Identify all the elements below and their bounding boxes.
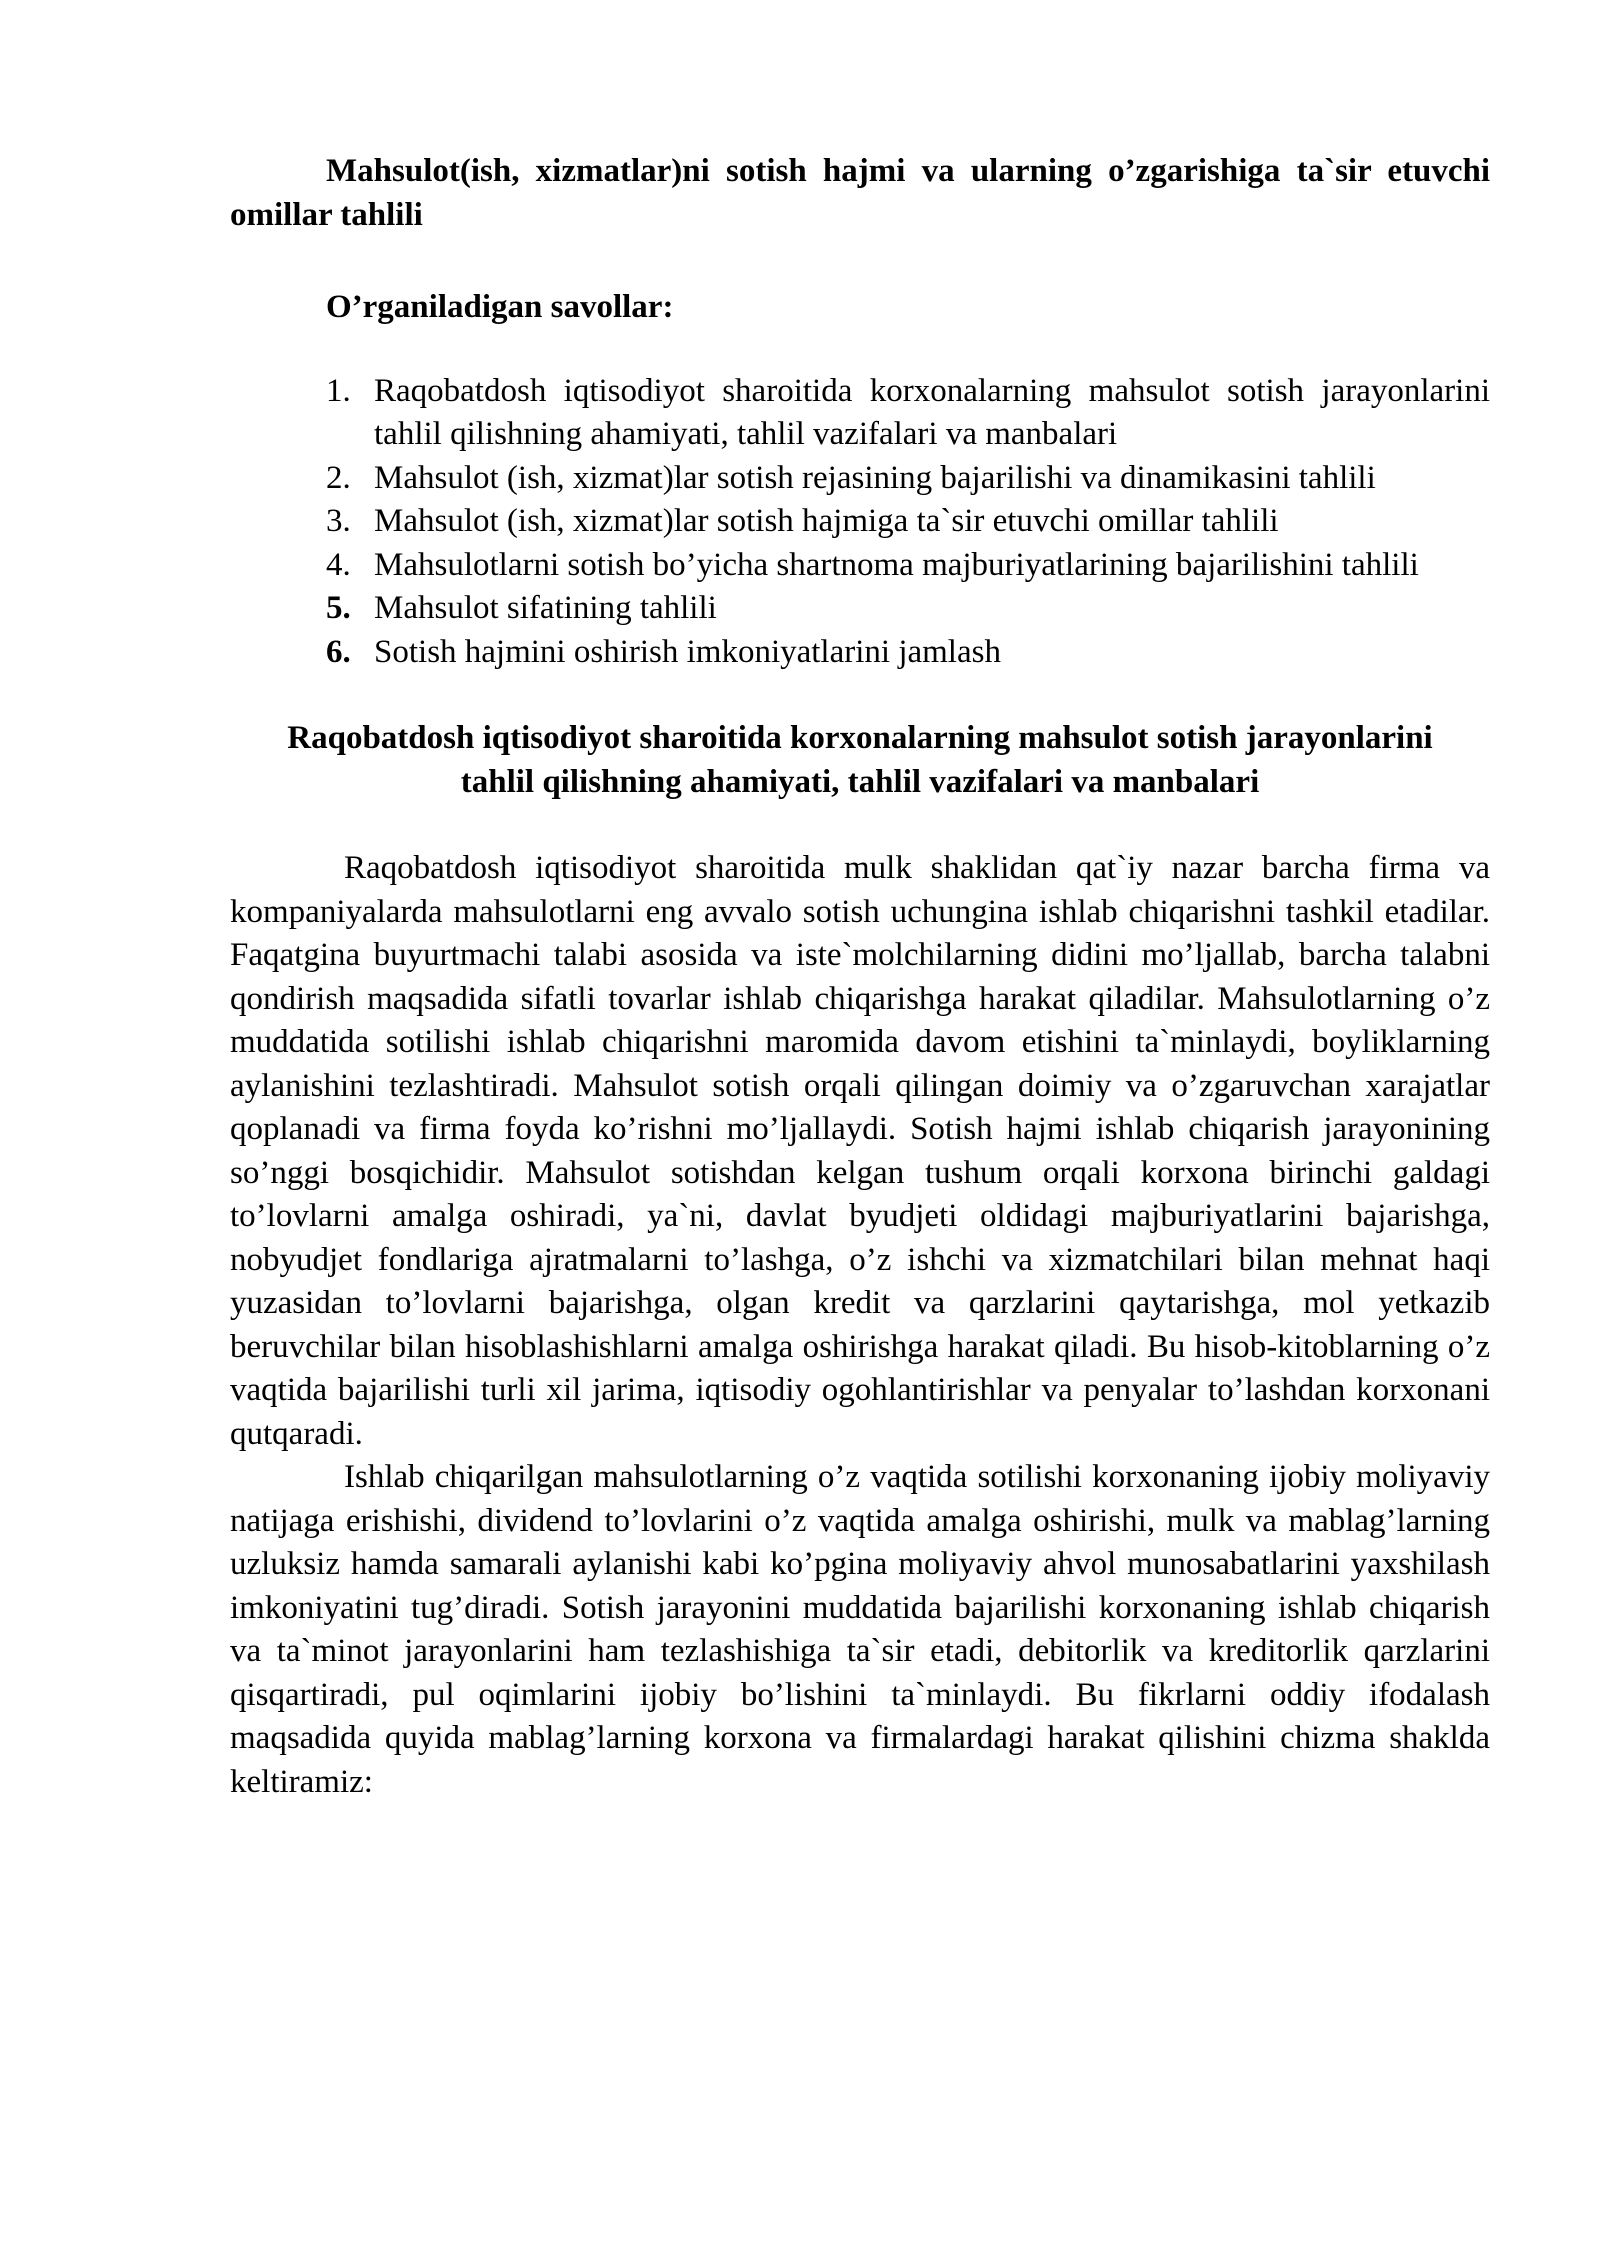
section-heading: Raqobatdosh iqtisodiyot sharoitida korxonalarning mahsulot sotish jarayonlarini tahlil qilishning ahamiyati, tahlil vazifalari va manbalari bbox=[287, 720, 1433, 800]
list-item-number: 2. bbox=[326, 459, 351, 496]
list-item bbox=[326, 544, 1490, 588]
list-item-number: 1. bbox=[326, 372, 351, 409]
list-item bbox=[326, 370, 1490, 457]
list-item-text: Mahsulot (ish, xizmat)lar sotish rejasining bajarilishi va dinamikasini tahlili bbox=[374, 459, 1376, 496]
questions-label: O’rganiladigan savollar: bbox=[326, 289, 674, 325]
list-item-number: 4. bbox=[326, 546, 351, 583]
body-paragraph: Ishlab chiqarilgan mahsulotlarning o’z vaqtida sotilishi korxonaning ijobiy moliyaviy natijaga erishishi, dividend to’lovlarini o’z vaqtida amalga oshirishi, mulk va mablag’larning uzluksiz hamda samarali aylanishi kabi ko’pgina moliyaviy ahvol munosabatlarini yaxshilash imkoniyatini tug’diradi. Sotish jarayonini muddatida bajarilishi korxonaning ishlab chiqarish va ta`minot jarayonlarini ham tezlashishiga ta`sir etadi, debitorlik va kreditorlik qarzlarini qisqartiradi, pul oqimlarini ijobiy bo’lishini ta`minlaydi. Bu fikrlarni oddiy ifodalash maqsadida quyida mablag’larning korxona va firmalardagi harakat qilishini chizma shaklda keltiramiz: bbox=[230, 1459, 1490, 1800]
document-page bbox=[230, 150, 1490, 1804]
list-item bbox=[326, 500, 1490, 544]
body-paragraph: Raqobatdosh iqtisodiyot sharoitida mulk shaklidan qat`iy nazar barcha firma va kompaniyalarda mahsulotlarni eng avvalo sotish uchungina ishlab chiqarishni tashkil etadilar. Faqatgina buyurtmachi talabi asosida va iste`molchilarning didini mo’ljallab, barcha talabni qondirish maqsadida sifatli tovarlar ishlab chiqarishga harakat qiladilar. Mahsulotlarning o’z muddatida sotilishi ishlab chiqarishni maromida davom etishini ta`minlaydi, boyliklarning aylanishini tezlashtiradi. Mahsulot sotish orqali qilingan doimiy va o’zgaruvchan xarajatlar qoplanadi va firma foyda ko’rishni mo’ljallaydi. Sotish hajmi ishlab chiqarish jarayonining so’nggi bosqichidir. Mahsulot sotishdan kelgan tushum orqali korxona birinchi galdagi to’lovlarni amalga oshiradi, ya`ni, davlat byudjeti oldidagi majburiyatlarini bajarishga, nobyudjet fondlariga ajratmalarni to’lashga, o’z ishchi va xizmatchilari bilan mehnat haqi yuzasidan to’lovlarni bajarishga, olgan kredit va qarzlarini qaytarishga, mol yetkazib beruvchilar bilan hisoblashishlarni amalga oshirishga harakat qiladi. Bu hisob-kitoblarning o’z vaqtida bajarilishi turli xil jarima, iqtisodiy ogohlantirishlar va penyalar to’lashdan korxonani qutqaradi. bbox=[230, 850, 1490, 1452]
list-item-text: Raqobatdosh iqtisodiyot sharoitida korxonalarning mahsulot sotish jarayonlarini tahlil qilishning ahamiyati, tahlil vazifalari va manbalari bbox=[374, 372, 1490, 452]
list-item-text: Mahsulot sifatining tahlili bbox=[374, 590, 717, 626]
list-item bbox=[326, 587, 1490, 631]
document-title: Mahsulot(ish, xizmatlar)ni sotish hajmi va ularning o’zgarishiga ta`sir etuvchi omillar tahlili bbox=[230, 153, 1490, 233]
list-item-number: 3. bbox=[326, 503, 351, 539]
list-item-text: Sotish hajmini oshirish imkoniyatlarini jamlash bbox=[374, 633, 1001, 670]
list-item bbox=[326, 631, 1490, 675]
questions-list bbox=[326, 370, 1490, 675]
list-item-number: 6. bbox=[326, 633, 351, 670]
list-item-text: Mahsulotlarni sotish bo’yicha shartnoma majburiyatlarining bajarilishini tahlili bbox=[374, 546, 1419, 583]
list-item bbox=[326, 457, 1490, 501]
list-item-text: Mahsulot (ish, xizmat)lar sotish hajmiga ta`sir etuvchi omillar tahlili bbox=[374, 503, 1279, 539]
list-item-number: 5. bbox=[326, 590, 351, 626]
